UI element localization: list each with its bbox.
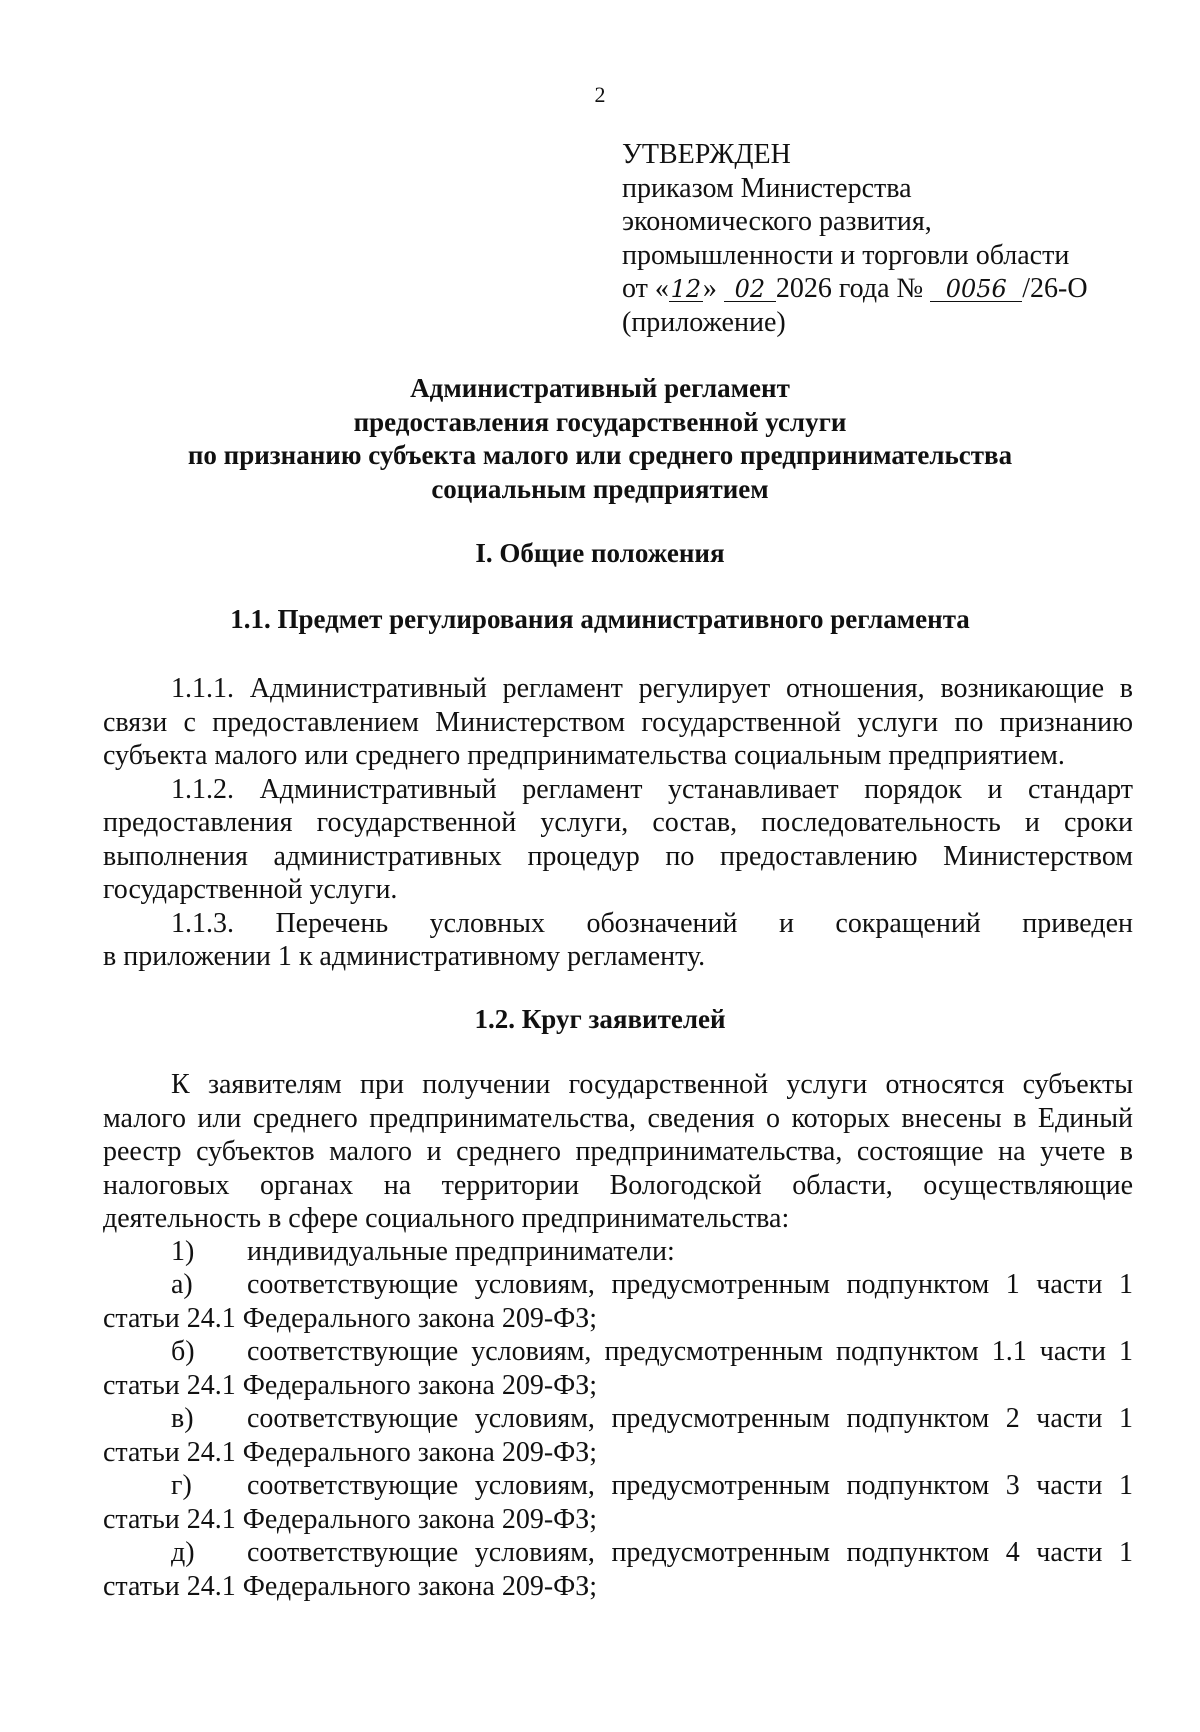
date-day-close: » (702, 273, 717, 304)
list-item-text: соответствующие условиям, предусмотренным подпунктом 1.1 части 1 статьи 24.1 Федерального закона 209-ФЗ; (103, 1336, 1133, 1401)
approval-line: приказом Министерства (622, 172, 912, 204)
approval-stamp-block (622, 138, 1088, 339)
paragraph-1-1-2: 1.1.2. Административный регламент устанавливает порядок и стандарт предоставления государственной услуги, состав, последовательность и сроки выполнения административных процедур по предоставлению Министерством государственной услуги. (103, 773, 1133, 905)
list-item (103, 1402, 1133, 1469)
handwritten-month: 02 (724, 277, 776, 302)
word: условных (429, 907, 545, 939)
approval-line: промышленности и торговли области (622, 239, 1070, 271)
subsection-heading-1-2: 1.2. Круг заявителей (474, 1004, 726, 1034)
list-marker: д) (171, 1537, 195, 1568)
word: Перечень (275, 907, 389, 939)
title-line: социальным предприятием (431, 473, 769, 504)
list-marker: 1) (171, 1235, 195, 1267)
list-item (103, 1268, 1133, 1335)
subsection-heading-1-1: 1.1. Предмет регулирования административного регламента (230, 604, 970, 634)
word: обозначений (586, 907, 738, 939)
list-item (103, 1469, 1133, 1536)
approval-date-line (622, 272, 1088, 306)
approval-line: экономического развития, (622, 206, 932, 237)
list-marker: б) (171, 1336, 195, 1367)
list-item (103, 1235, 1133, 1269)
list-item-text: индивидуальные предприниматели: (247, 1235, 675, 1267)
paragraph-applicants: К заявителям при получении государственной услуги относятся субъекты малого или среднего предпринимательства, сведения о которых внесены в Единый реестр субъектов малого и среднего предпринимательства, состоящие на учете в налоговых органах на территории Вологодской области, осуществляющие деятельность в сфере социального предпринимательства: (103, 1069, 1133, 1234)
title-line: по признанию субъекта малого или среднего предпринимательства (187, 440, 1013, 470)
list-item-text: соответствующие условиям, предусмотренным подпунктом 1 части 1 статьи 24.1 Федерального закона 209-ФЗ; (103, 1269, 1133, 1334)
section-1-2-body (103, 1068, 1133, 1603)
approval-heading: УТВЕРЖДЕН (622, 139, 791, 170)
page-number: 2 (594, 82, 606, 107)
list-item (103, 1536, 1133, 1603)
word: и (778, 907, 794, 939)
handwritten-day: 12 (670, 275, 702, 303)
list-item-text: соответствующие условиям, предусмотренным подпунктом 2 части 1 статьи 24.1 Федерального закона 209-ФЗ; (103, 1403, 1133, 1468)
document-title (0, 372, 1200, 506)
date-year: 2026 года № (775, 273, 924, 304)
list-item (103, 1335, 1133, 1402)
list-item-text: соответствующие условиям, предусмотренным подпунктом 3 части 1 статьи 24.1 Федерального закона 209-ФЗ; (103, 1470, 1133, 1535)
section-heading-general: I. Общие положения (475, 538, 725, 568)
paragraph-1-1-1: 1.1.1. Административный регламент регулирует отношения, возникающие в связи с предоставлением Министерством государственной услуги по признанию субъекта малого или среднего предпринимательства социальным предприятием. (103, 673, 1133, 771)
order-number-suffix: /26-О (1022, 273, 1088, 304)
handwritten-order-number: 0056 (930, 277, 1022, 302)
list-marker: а) (171, 1269, 193, 1300)
paragraph-1-1-3-rest: в приложении 1 к административному регламенту. (103, 941, 706, 972)
list-marker: в) (171, 1403, 194, 1434)
title-line: предоставления государственной услуги (353, 406, 847, 437)
title-line: Административный регламент (410, 373, 790, 403)
word: 1.1.3. (171, 907, 234, 939)
approval-appendix-note: (приложение) (622, 306, 786, 338)
word: сокращений (835, 907, 981, 939)
list-item-text: соответствующие условиям, предусмотренным подпунктом 4 части 1 статьи 24.1 Федерального закона 209-ФЗ; (103, 1537, 1133, 1602)
section-1-1-body (103, 672, 1133, 974)
word: приведен (1022, 907, 1133, 939)
paragraph-1-1-3-first-line (103, 907, 1133, 941)
list-marker: г) (171, 1470, 192, 1501)
date-prefix: от « (622, 273, 669, 304)
